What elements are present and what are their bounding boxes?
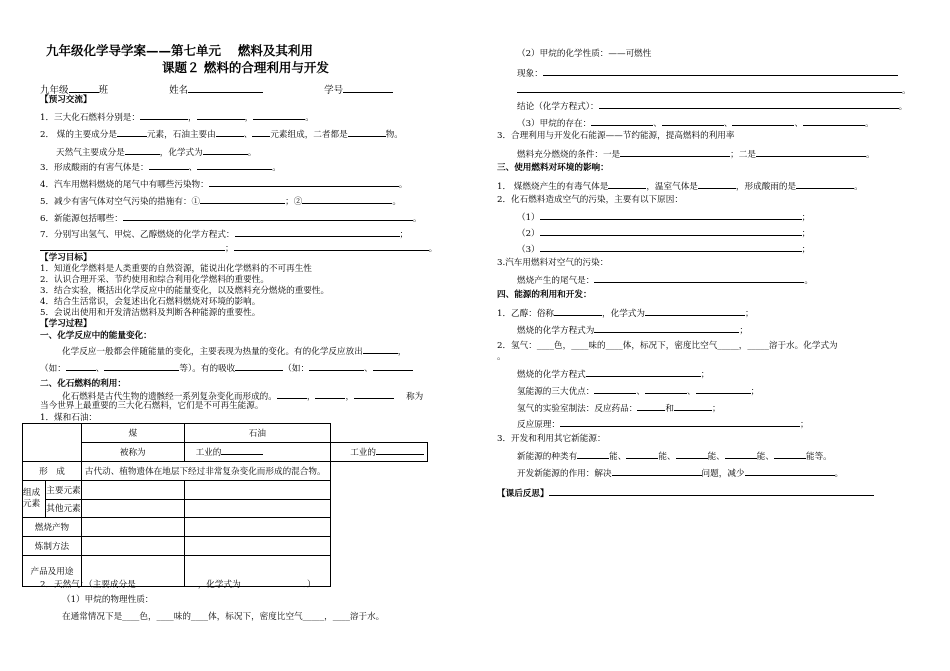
table-row xyxy=(23,462,428,481)
section-3-heading: 三、使用燃料对环境的影响： xyxy=(497,163,609,173)
table-row xyxy=(23,537,428,556)
preview-q4: 4．汽车用燃料燃烧的尾气中有哪些污染物： 。 xyxy=(40,180,408,190)
preview-q1: 1．三大化石燃料分别是： ， ， 。 xyxy=(40,113,314,123)
natural-gas-line: 2．天然气：（主要成分是 ，化学式为 ．） xyxy=(40,580,316,590)
methane-exist-line: （3）甲烷的存在： 、 、 、 。 xyxy=(517,119,874,129)
new-energy-kinds: 新能源的种类有 能、 能、 能、 能、 能等。 xyxy=(517,452,832,462)
goal-4: 4．结合生活常识，会复述出化石燃料燃烧对环境的影响。 xyxy=(40,297,261,307)
table-header-oil: 石油 xyxy=(184,424,331,443)
new-energy-role: 开发新能源的作用：解决 问题，减少 。 xyxy=(517,469,844,479)
new-energy-heading: 3．开发和利用其它新能源： xyxy=(497,434,606,444)
id-field[interactable] xyxy=(343,84,393,93)
phenomenon-line: 现象： xyxy=(517,67,898,80)
preview-q2: 2． 煤的主要成分是 元素，石油主要由 、 元素组成，二者都是 物。 xyxy=(40,130,403,140)
coal-method-cell[interactable] xyxy=(81,537,184,556)
row-label-other-elements: 其他元素 xyxy=(46,504,81,515)
phenomenon-line-2: 。 xyxy=(517,84,911,97)
table-row xyxy=(23,443,428,462)
row-label-method: 炼制方法 xyxy=(23,537,82,556)
preview-heading: 【预习交流】 xyxy=(40,95,92,105)
combustion-conditions: 燃料充分燃烧的条件：一是 ；二是 。 xyxy=(517,150,875,160)
class-suffix: 班 xyxy=(98,85,109,96)
goal-5: 5．会说出使用和开发清洁燃料及判断各种能源的重要性。 xyxy=(40,308,261,318)
row-label-elements: 组成元素 xyxy=(23,481,46,517)
section-1-line2: （如： 、 等）。有的吸收 （如： 、 xyxy=(40,362,413,375)
coal-oil-heading: 1．煤和石油： xyxy=(40,413,98,423)
goal-2: 2．认识合理开采、节约使用和综合利用化学燃料的重要性。 xyxy=(40,275,269,285)
section-2-text2: 当今世界上最重要的三大化石燃料，它们是不可再生能源。 xyxy=(40,401,264,411)
hydrogen-lab-line: 氢气的实验室制法：反应药品： 和 ； xyxy=(517,404,721,414)
ethanol-line: 1．乙醇：俗称 ，化学式为 ； xyxy=(497,309,754,319)
oil-name-cell[interactable]: 工业的 xyxy=(331,443,428,462)
hydrogen-advantages-line: 氢能源的三大优点： 、 、 ； xyxy=(517,387,760,397)
table-row xyxy=(23,518,428,537)
oil-elements-cell[interactable] xyxy=(184,481,331,518)
reflection-line: 【课后反思】 xyxy=(497,487,874,500)
preview-q2b: 天然气主要成分是 ，化学式为 。 xyxy=(56,148,257,158)
preview-q5: 5．减少有害气体对空气污染的措施有：① ；② 。 xyxy=(40,197,401,207)
name-field[interactable] xyxy=(188,84,263,93)
section-4-heading: 四、能源的利用和开发： xyxy=(497,290,592,300)
class-field[interactable] xyxy=(69,84,99,93)
coal-elements-cell[interactable] xyxy=(81,481,184,518)
env-reason-3: （3） ； xyxy=(517,245,811,255)
preview-q6: 6．新能源包括哪些： 。 xyxy=(40,214,422,224)
section-1-text: 化学反应一般都会伴随能量的变化，主要表现为热量的变化。有的化学反应放出 ， xyxy=(62,347,407,357)
preview-q3: 3．形成酸雨的有害气体是： 、 。 xyxy=(40,163,281,173)
preview-q7: 7．分别写出氢气、甲烷、乙醇燃烧的化学方程式： ； xyxy=(40,230,409,240)
row-label-use: 产品及用途 xyxy=(23,556,82,587)
goals-heading: 【学习目标】 xyxy=(40,253,92,263)
goal-1: 1．知道化学燃料是人类重要的自然资源，能说出化学燃料的不可再生性 xyxy=(40,264,312,274)
coal-oil-table xyxy=(22,423,428,587)
exhaust-line: 燃烧产生的尾气是： 。 xyxy=(517,276,813,286)
row-label-form: 形 成 xyxy=(23,462,82,481)
process-heading: 【学习过程】 xyxy=(40,319,92,329)
hydrogen-line: 2．氢气：____色，____味的____体，标况下，密度比空气_____，_____溶于水。化学式为 xyxy=(497,341,838,351)
methane-chemical-heading: （2）甲烷的化学性质：——可燃性 xyxy=(517,49,652,59)
section-1-heading: 一、化学反应中的能量变化： xyxy=(40,331,152,341)
env-q1: 1． 煤燃烧产生的有毒气体是 ，温室气体是 ，形成酸雨的是 。 xyxy=(497,182,863,192)
env-reason-1: （1） ； xyxy=(517,213,811,223)
row-label-name: 被称为 xyxy=(81,443,184,462)
name-label: 姓名 xyxy=(169,85,189,96)
table-row xyxy=(23,424,428,443)
preview-q7-lines: ； 。 xyxy=(40,242,437,255)
lesson-title: 课题２ 燃料的合理利用与开发 xyxy=(162,60,329,75)
section-2-heading: 二、化石燃料的利用： xyxy=(40,379,126,389)
methane-physical-text: 在通常情况下是____色，____味的____体，标况下，密度比空气_____，____溶于水。 xyxy=(62,612,385,622)
table-header-coal: 煤 xyxy=(81,424,184,443)
oil-method-cell[interactable] xyxy=(184,537,331,556)
methane-physical-heading: （1）甲烷的物理性质： xyxy=(62,595,154,605)
id-label: 学号 xyxy=(324,85,344,96)
section-3-intro: 3．合理利用与开发化石能源——节约能源，提高燃料的利用率 xyxy=(497,131,735,141)
ethanol-equation-line: 燃烧的化学方程式为 ； xyxy=(517,326,748,336)
env-reason-2: （2） ； xyxy=(517,229,811,239)
form-cell: 古代动、植物遗体在地层下经过非常复杂变化而形成的混合物。 xyxy=(81,462,330,481)
elements-cell xyxy=(23,481,82,518)
coal-products-cell[interactable] xyxy=(81,518,184,537)
table-row xyxy=(23,481,428,518)
hydrogen-equation-line: 燃烧的化学方程式 ； xyxy=(517,370,710,380)
env-q3: 3.汽车用燃料对空气的污染： xyxy=(497,258,609,268)
class-label: 九年级 xyxy=(40,85,69,96)
section-2-text: 化石燃料是古代生物的遗骸经一系列复杂变化而形成的。 ， ， 称为 xyxy=(62,392,424,402)
coal-name-cell[interactable]: 工业的 xyxy=(184,443,331,462)
student-info-row xyxy=(40,84,393,96)
env-q2: 2．化石燃料造成空气的污染，主要有以下原因： xyxy=(497,195,683,205)
hydrogen-line-tail: 。 xyxy=(497,352,506,362)
oil-products-cell[interactable] xyxy=(184,518,331,537)
conclusion-line: 结论（化学方程式）： 。 xyxy=(517,102,908,112)
row-label-products: 燃烧产物 xyxy=(23,518,82,537)
goal-3: 3．结合实验，概括出化学反应中的能量变化，以及燃料充分燃烧的重要性。 xyxy=(40,286,330,296)
row-label-main-elements: 主要元素 xyxy=(46,481,81,500)
worksheet-title: 九年级化学导学案——第七单元 燃料及其利用 xyxy=(46,43,313,58)
hydrogen-principle-line: 反应原理： ； xyxy=(517,420,809,430)
